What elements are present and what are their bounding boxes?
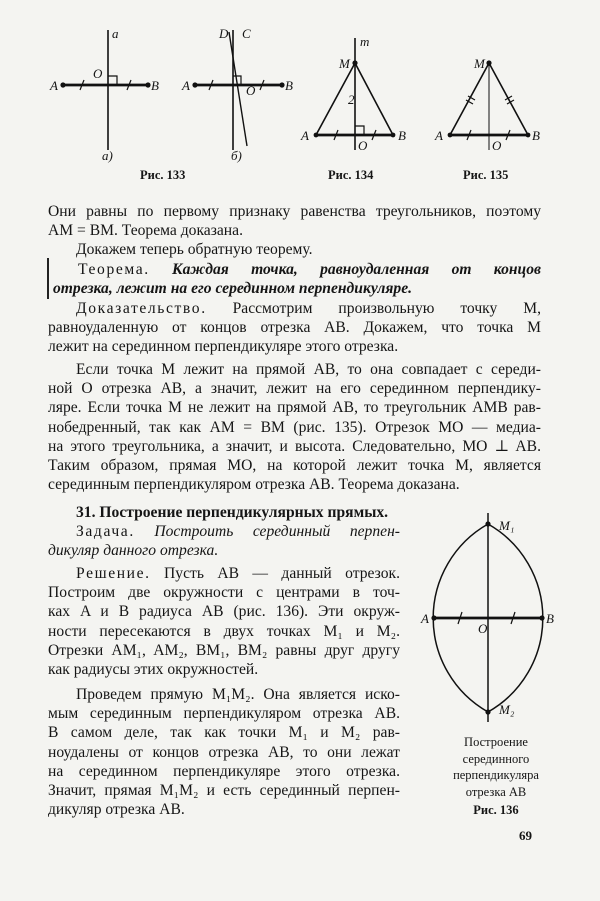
fig135-label-M: M: [474, 56, 485, 71]
theorem-block: Теорема. Каждая точка, равноудаленная от концов отрезка, лежит на его серединном перпендикуляре.: [53, 261, 541, 298]
fig134-label-B: B: [398, 128, 406, 143]
fig136-label-M2: M₂: [499, 702, 515, 717]
fig135-label-O: O: [492, 138, 502, 153]
fig134-label-2: 2: [348, 92, 355, 107]
fig133a-label-A: A: [50, 78, 58, 93]
fig133b-label-A: A: [182, 78, 190, 93]
theorem-word: Теорема.: [78, 261, 150, 278]
fig135-label-A: A: [435, 128, 443, 143]
fig136-label-M1: M₁: [499, 518, 515, 533]
paragraph-4: Если точка M лежит на прямой AB, то она совпадает с середи- ной O отрезка AB, а значит, лежит на его серединном перпендику- ляре. Если точка M не лежит на прямой AB, то треугольник AMB рав- нобедренный, так как AM = BM (рис. 135). Отрезок MO — медиа- на этого треугольника, а значит, и высота. Следовательно, MO ⊥ AB. Таким образом, прямая MO, на которой лежит точка M, является серединным перпендикуляром отрезка AB. Теорема доказана.: [48, 361, 541, 494]
fig133a-label-B: B: [151, 78, 159, 93]
solution-word: Решение.: [76, 565, 151, 582]
fig135-label-B: B: [532, 128, 540, 143]
fig134-caption: Рис. 134: [328, 168, 374, 182]
task-block: Задача. Построить серединный перпен- дикуляр данного отрезка.: [48, 523, 400, 560]
fig133b-label-B: B: [285, 78, 293, 93]
fig136-caption: Построение серединного перпендикуляра отрезка AB Рис. 136: [453, 735, 539, 817]
fig133a-sublabel: a): [102, 148, 113, 163]
fig133b-label-C: C: [242, 26, 251, 41]
fig133-caption: Рис. 133: [140, 168, 186, 182]
paragraph-2: Докажем теперь обратную теорему.: [76, 241, 313, 258]
fig133b-label-O: O: [246, 83, 256, 98]
proof-word: Доказательство.: [76, 300, 207, 317]
page-number: 69: [519, 828, 532, 843]
paragraph-1: Они равны по первому признаку равенства треугольников, поэтому AM = BM. Теорема доказана.: [48, 203, 541, 240]
fig133a-label-a: a: [112, 26, 119, 41]
fig136-label-B: B: [546, 611, 554, 626]
fig134-label-M: M: [339, 56, 350, 71]
section-heading-31: 31. Построение перпендикулярных прямых.: [76, 504, 389, 521]
proof-block: Доказательство. Рассмотрим произвольную точку M, равноудаленную от концов отрезка AB. Докажем, что точка M лежит на серединном перпендикуляре этого отрезка.: [48, 300, 541, 356]
fig133a-label-O: O: [93, 66, 103, 81]
task-word: Задача.: [76, 523, 135, 540]
fig134-label-O: O: [358, 138, 368, 153]
fig133b-label-D: D: [219, 26, 229, 41]
fig136-label-A: A: [421, 611, 429, 626]
solution-block: Решение. Пусть AB — данный отрезок. Построим две окружности с центрами в точ- ках A и B радиуса AB (рис. 136). Эти окруж- ности пересекаются в двух точках M₁ и M₂. Отрезки AM₁, AM₂, BM₁, BM₂ равны друг другу как радиусы этих окружностей.: [48, 565, 400, 679]
fig135-caption: Рис. 135: [463, 168, 509, 182]
paragraph-7: Проведем прямую M₁M₂. Она является иско- мым серединным перпендикуляром отрезка AB. В самом деле, так как точки M₁ и M₂ рав- ноудалены от концов отрезка AB, то они лежат на серединном перпендикуляре этого отрезка. Значит, прямая M₁M₂ и есть серединный перпен- дикуляр отрезка AB.: [48, 686, 400, 819]
fig134-label-m: m: [360, 34, 370, 49]
fig134-label-A: A: [301, 128, 309, 143]
fig133b-sublabel: б): [231, 148, 242, 163]
fig136-label-O: O: [478, 621, 488, 636]
